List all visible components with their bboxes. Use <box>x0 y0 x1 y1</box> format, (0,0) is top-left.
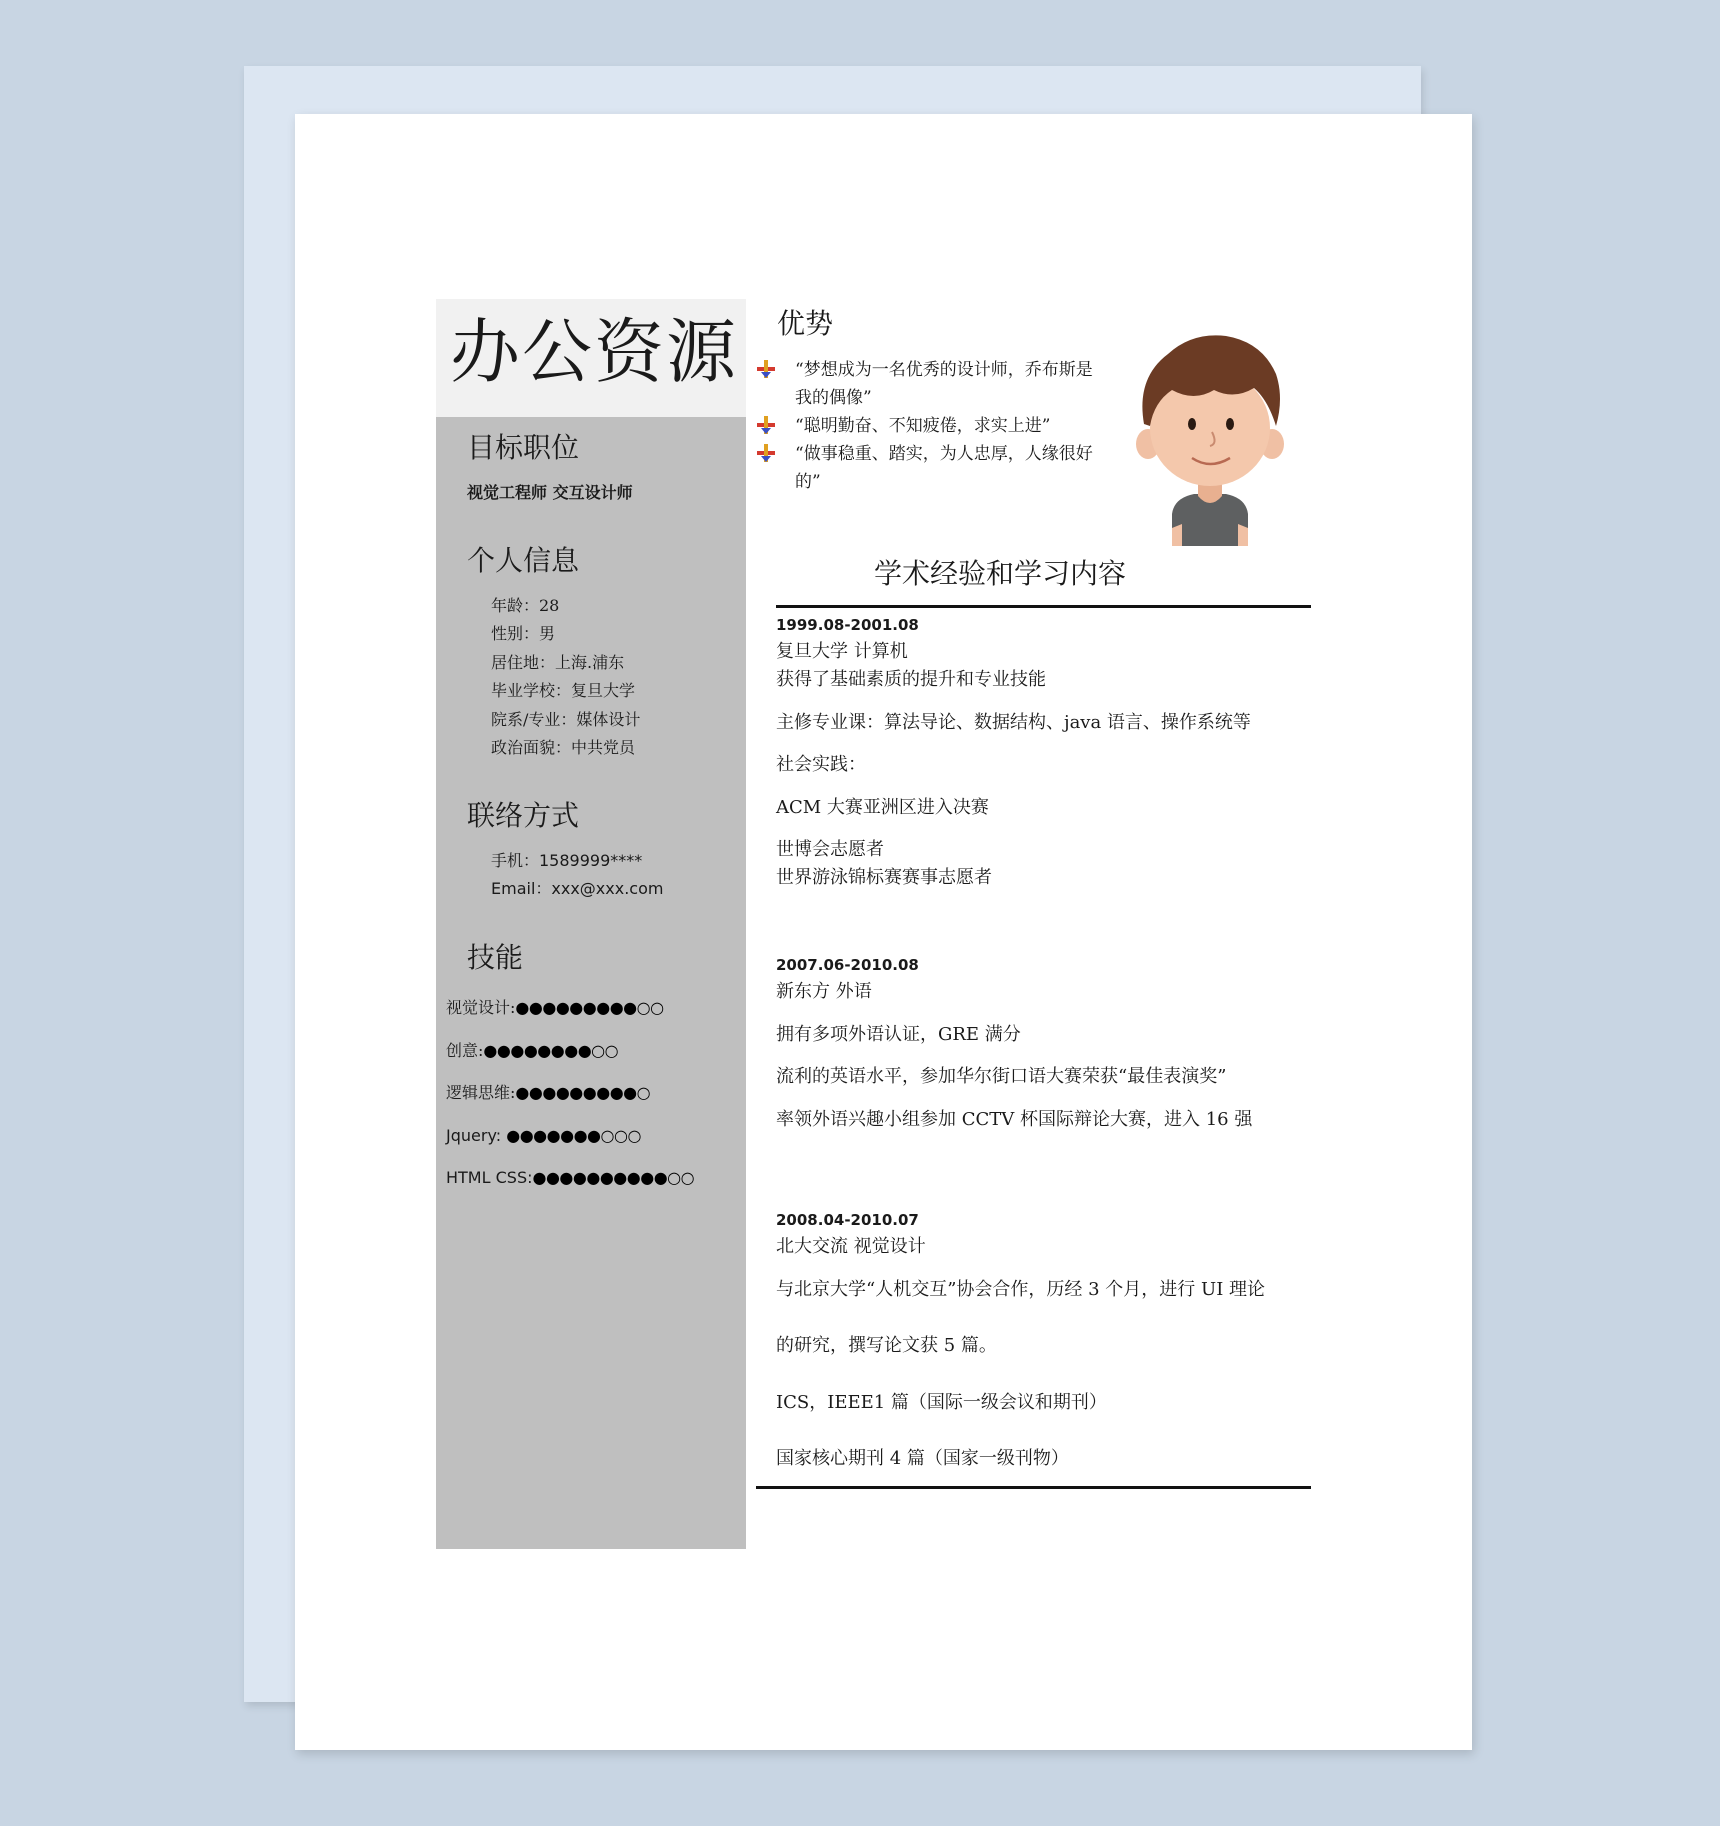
filled-dot-icon: ● <box>537 1040 551 1060</box>
personal-info-list <box>491 592 640 762</box>
filled-dot-icon: ● <box>523 1040 538 1060</box>
filled-dot-icon: ● <box>555 998 570 1017</box>
skill-rating <box>483 1041 618 1060</box>
filled-dot-icon: ● <box>550 1040 565 1060</box>
filled-dot-icon: ● <box>577 1040 592 1060</box>
filled-dot-icon: ● <box>599 1168 614 1187</box>
skill-rating <box>506 1126 641 1145</box>
arrow-bullet-icon <box>757 360 775 378</box>
empty-dot-icon: ○ <box>650 998 664 1017</box>
filled-dot-icon: ● <box>519 1125 534 1145</box>
filled-dot-icon: ● <box>613 1168 627 1187</box>
empty-dot-icon: ○ <box>604 1040 619 1060</box>
skill-label: Jquery: <box>446 1125 502 1145</box>
entry-date: 2007.06-2010.08 <box>776 956 919 974</box>
filled-dot-icon: ● <box>582 998 597 1017</box>
filled-dot-icon: ● <box>596 1083 610 1102</box>
advantages-heading: 优势 <box>777 307 834 340</box>
filled-dot-icon: ● <box>609 1083 624 1102</box>
empty-dot-icon: ○ <box>627 1125 641 1145</box>
empty-dot-icon: ○ <box>600 1125 614 1145</box>
filled-dot-icon: ● <box>587 1125 601 1145</box>
target-position-value: 视觉工程师 交互设计师 <box>467 483 633 502</box>
advantage-item: “聪明勤奋、不知疲倦，求实上进” <box>757 412 1097 440</box>
skills-list <box>446 987 694 1200</box>
filled-dot-icon: ● <box>528 998 543 1017</box>
filled-dot-icon: ● <box>546 1125 561 1145</box>
filled-dot-icon: ● <box>609 998 624 1017</box>
filled-dot-icon: ● <box>572 1168 587 1187</box>
info-major: 院系/专业：媒体设计 <box>491 709 641 729</box>
skill-row <box>446 1030 694 1073</box>
sidebar <box>436 417 746 1549</box>
empty-dot-icon: ○ <box>636 1083 651 1102</box>
filled-dot-icon: ● <box>483 1040 497 1060</box>
advantage-item: “做事稳重、踏实，为人忠厚，人缘很好的” <box>757 440 1097 496</box>
empty-dot-icon: ○ <box>591 1040 605 1060</box>
skill-label: HTML CSS: <box>446 1168 533 1187</box>
empty-dot-icon: ○ <box>613 1125 628 1145</box>
filled-dot-icon: ● <box>596 998 610 1017</box>
filled-dot-icon: ● <box>573 1125 588 1145</box>
skill-row <box>446 1072 694 1115</box>
filled-dot-icon: ● <box>515 998 529 1017</box>
name-header <box>436 299 746 417</box>
section-divider-top <box>776 605 1311 608</box>
section-divider-bottom <box>756 1486 1311 1489</box>
info-school: 毕业学校：复旦大学 <box>491 681 636 701</box>
info-gender: 性别：男 <box>491 624 556 644</box>
academic-heading: 学术经验和学习内容 <box>874 557 1127 590</box>
target-position-heading: 目标职位 <box>467 431 580 464</box>
filled-dot-icon: ● <box>545 1168 560 1187</box>
entry-line: ACM 大赛亚洲区进入决赛 <box>776 797 989 818</box>
entry-line: 世界游泳锦标赛赛事志愿者 <box>776 867 992 888</box>
skill-label: 创意: <box>446 1040 484 1060</box>
entry-line: 拥有多项外语认证，GRE 满分 <box>776 1024 1021 1045</box>
entry-line: 率领外语兴趣小组参加 CCTV 杯国际辩论大赛，进入 16 强 <box>776 1109 1253 1130</box>
filled-dot-icon: ● <box>569 1083 583 1102</box>
contact-phone: 手机：1589999**** <box>491 851 643 870</box>
filled-dot-icon: ● <box>623 998 637 1017</box>
entry-line: 流利的英语水平，参加华尔街口语大赛荣获“最佳表演奖” <box>776 1066 1227 1087</box>
contact-list <box>491 847 663 903</box>
entry-line: 世博会志愿者 <box>776 839 884 860</box>
skill-label: 视觉设计: <box>446 998 516 1017</box>
entry-line: 获得了基础素质的提升和专业技能 <box>776 669 1046 690</box>
entry-line: 的研究，撰写论文获 5 篇。 <box>776 1335 997 1356</box>
contact-heading: 联络方式 <box>467 799 580 832</box>
skill-rating <box>515 1083 650 1102</box>
filled-dot-icon: ● <box>559 1168 573 1187</box>
skill-row <box>446 1157 694 1200</box>
personal-info-heading: 个人信息 <box>467 544 580 577</box>
filled-dot-icon: ● <box>542 998 556 1017</box>
filled-dot-icon: ● <box>626 1168 641 1187</box>
info-political: 政治面貌：中共党员 <box>491 737 636 757</box>
filled-dot-icon: ● <box>640 1168 654 1187</box>
skill-row <box>446 987 694 1030</box>
filled-dot-icon: ● <box>653 1168 668 1187</box>
advantages-list <box>757 356 1097 496</box>
entry-line: 主修专业课：算法导论、数据结构、java 语言、操作系统等 <box>776 712 1251 733</box>
entry-line: 国家核心期刊 4 篇（国家一级刊物） <box>776 1448 1069 1469</box>
filled-dot-icon: ● <box>515 1083 529 1102</box>
filled-dot-icon: ● <box>582 1083 597 1102</box>
empty-dot-icon: ○ <box>680 1168 695 1187</box>
empty-dot-icon: ○ <box>667 1168 681 1187</box>
entry-line: 复旦大学 计算机 <box>776 641 908 662</box>
contact-email: Email：xxx@xxx.com <box>491 879 664 898</box>
advantage-item: “梦想成为一名优秀的设计师，乔布斯是我的偶像” <box>757 356 1097 412</box>
arrow-bullet-icon <box>757 444 775 462</box>
skill-row <box>446 1115 694 1158</box>
filled-dot-icon: ● <box>533 1125 547 1145</box>
avatar <box>1130 328 1290 546</box>
entry-line: 社会实践： <box>776 754 866 775</box>
entry-line: 与北京大学“人机交互”协会合作，历经 3 个月，进行 UI 理论 <box>776 1279 1266 1300</box>
filled-dot-icon: ● <box>560 1125 574 1145</box>
entry-date: 2008.04-2010.07 <box>776 1211 919 1229</box>
skills-heading: 技能 <box>467 941 524 974</box>
entry-line: ICS，IEEE1 篇（国际一级会议和期刊） <box>776 1392 1107 1413</box>
filled-dot-icon: ● <box>510 1040 524 1060</box>
entry-date: 1999.08-2001.08 <box>776 616 919 634</box>
filled-dot-icon: ● <box>569 998 583 1017</box>
filled-dot-icon: ● <box>623 1083 637 1102</box>
filled-dot-icon: ● <box>506 1125 520 1145</box>
entry-line: 北大交流 视觉设计 <box>776 1236 926 1257</box>
info-age: 年龄：28 <box>491 596 560 615</box>
filled-dot-icon: ● <box>586 1168 600 1187</box>
filled-dot-icon: ● <box>542 1083 556 1102</box>
filled-dot-icon: ● <box>532 1168 546 1187</box>
arrow-bullet-icon <box>757 416 775 434</box>
empty-dot-icon: ○ <box>636 998 651 1017</box>
resume-name: 办公资源 <box>450 311 738 393</box>
skill-label: 逻辑思维: <box>446 1083 516 1102</box>
entry-line: 新东方 外语 <box>776 981 872 1002</box>
filled-dot-icon: ● <box>528 1083 543 1102</box>
filled-dot-icon: ● <box>564 1040 578 1060</box>
skill-rating <box>515 998 663 1017</box>
filled-dot-icon: ● <box>496 1040 511 1060</box>
filled-dot-icon: ● <box>555 1083 570 1102</box>
skill-rating <box>532 1168 694 1187</box>
info-residence: 居住地：上海.浦东 <box>491 652 625 672</box>
